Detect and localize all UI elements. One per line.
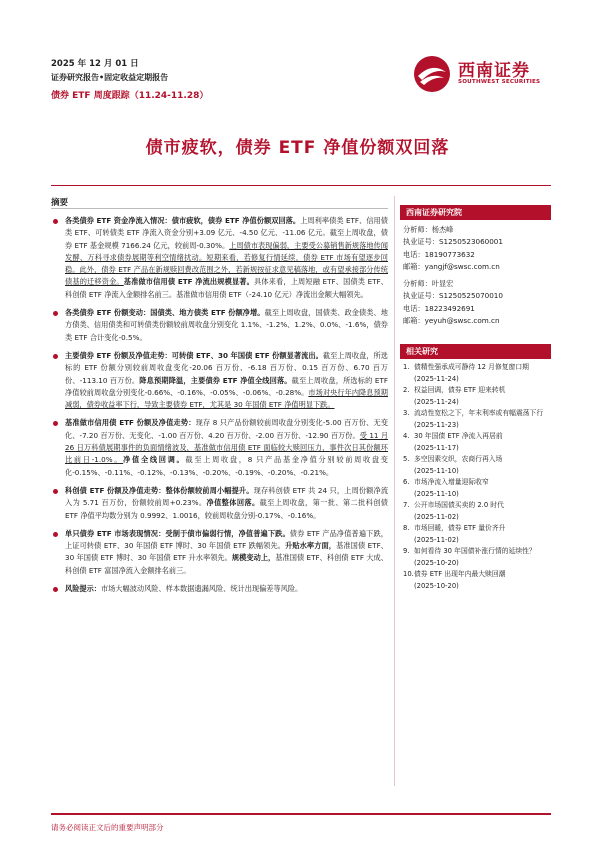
related-research-item[interactable] [403,362,551,385]
item-date: (2025-11-02) [414,535,459,544]
company-logo [412,52,562,98]
item-lead-2: 净值全线回调。 [123,455,186,465]
related-research-item[interactable] [403,500,551,523]
item-date: (2025-11-24) [414,374,459,383]
analyst-phone: 电话：18190773632 [403,249,475,259]
bullet-icon [53,354,58,359]
column-divider [394,196,395,786]
report-type: 证券研究报告•固定收益定期报告 [51,73,169,82]
logo-name-en: SOUTHWEST SECURITIES [458,79,541,85]
item-lead: 科创债 ETF 份额及净值走势：整体份额较前周小幅提升。 [65,485,254,495]
item-lead: 主要债券 ETF 份额及净值走势：可转债 ETF、30 年国债 ETF 份额显著流出。 [65,350,323,360]
bullet-icon [53,421,58,426]
abstract-divider [51,208,388,209]
item-date: (2025-11-23) [414,420,459,429]
analyst-email[interactable]: 邮箱：yangjf@swsc.com.cn [403,261,500,271]
abstract-item [51,350,388,411]
related-research-item[interactable] [403,454,551,477]
analyst-cert: 执业证号：S1250523060001 [403,237,503,247]
item-title: 多空因素交织，农商行再入场 [414,455,503,463]
item-text-2: 基准国债 ETF、30 年国债 ETF 博时、30 年国债 ETF 升水率领先。 [65,541,388,563]
item-title: 市场净流入增量迎际收窄 [414,478,489,486]
item-number: 8. [403,524,410,532]
item-lead-3: 规模变动上， [231,553,276,563]
footer-divider [51,813,551,815]
item-text: 截至上周收盘，所选标的 ETF 份额分别较前周收盘变化-20.06 百万份、-6.18 百万份、0.15 百万份、6.70 百万份、-113.10 百万份。 [65,350,388,385]
bullet-icon [53,489,58,494]
analyst-email[interactable]: 邮箱：yeyuh@swsc.com.cn [403,315,500,325]
report-date: 2025 年 12 月 01 日 [51,59,139,69]
abstract-body [51,215,388,601]
analyst-phone: 电话：18223492691 [403,303,475,313]
related-research-item[interactable] [403,523,551,546]
analyst-cert: 执业证号：S1250525070010 [403,291,503,301]
item-title: 流动性宽松之下，年末利率或有幅震荡下行 [414,409,544,417]
item-title: 权益回调，债券 ETF 迎来转机 [414,386,506,394]
item-date: (2025-11-24) [414,397,459,406]
bullet-icon [53,532,58,537]
related-research-list [403,362,551,592]
item-title: 债券 ETF 出现年内最大赎回潮 [414,570,506,578]
related-research-item[interactable] [403,431,551,454]
item-lead-2: 基准做市信用债 ETF 净流出规模显著。 [123,277,254,287]
related-research-item[interactable] [403,546,551,569]
item-lead: 各类债券 ETF 资金净流入情况：债市疲软，债券 ETF 净值份额双回落。 [65,216,301,225]
item-date: (2025-11-17) [414,443,459,452]
abstract-label: 摘要 [51,198,69,208]
analyst-card [403,278,503,327]
item-date: (2025-11-10) [414,466,459,475]
item-title: 公开市场国债买卖的 2.0 时代 [414,501,504,509]
item-lead-2: 降息预期降温，主要债券 ETF 净值全线回落。 [139,375,292,385]
item-number: 6. [403,478,410,486]
item-text: 债券 ETF 产品净值普遍下跌，上证可转债 ETF、30 年国债 ETF 博时、30 年国债 ETF 跌幅领先。 [65,528,388,551]
item-text-2: 截至上周收盘，所选标的 ETF 净值较前周收盘分别变化-0.66%、-0.16%、-0.05%、-0.06%、-0.28%。 [65,375,388,397]
item-underlined: 受 11 月 26 日万科债展期事件的负面情绪波及，基准做市信用债 ETF 面临较大赎回压力， [65,430,389,453]
item-number: 3. [403,409,410,417]
item-number: 1. [403,363,410,371]
item-number: 5. [403,455,410,463]
analyst-card [403,224,503,273]
abstract-item [51,307,388,344]
item-underlined-2: 事件次日其份额环比前日-1.0%。 [65,443,388,465]
item-text: 现存 8 只产品份额较前周收盘分别变化-5.00 百万份、无变化、-7.20 百万份、无变化、-1.00 百万份、4.20 百万份、-2.00 百万份、-12.90 百万份。 [65,418,389,440]
item-text-2: 具体来看，上周短融 ETF、国债类 ETF、科创债 ETF 净流入金额排名前三。基准做市信用债 ETF（-24.10 亿元）净流出金额大幅领先。 [65,277,388,299]
related-research-item[interactable] [403,477,551,500]
item-number: 10. [403,570,414,578]
bullet-icon [53,311,58,316]
bullet-icon [53,219,58,224]
related-research-item[interactable] [403,569,551,592]
item-text: 市场大幅波动风险、样本数据遗漏风险、统计出现偏差等风险。 [100,584,303,594]
item-lead-2: 净值整体回落。 [206,498,260,508]
item-lead: 单只债券 ETF 市场表现情况：受制于债市偏弱行情，净值普遍下跌。 [65,528,290,538]
item-number: 7. [403,501,410,509]
analyst-name: 分析师：叶显宏 [403,279,454,288]
item-text-3: 基准国债 ETF、科创债 ETF 大成、科创债 ETF 富国净流入金额排名前三。 [65,553,388,575]
related-research-item[interactable] [403,385,551,408]
institute-header: 西南证券研究院 [400,205,551,220]
footer-disclaimer: 请务必阅读正文后的重要声明部分 [51,823,164,832]
item-date: (2025-11-02) [414,512,459,521]
item-lead: 风险提示： [65,584,101,594]
item-number: 2. [403,386,410,394]
analyst-name: 分析师：杨杰峰 [403,225,454,234]
abstract-item [51,485,388,522]
item-lead-2: 升贴水率方面， [285,541,337,551]
item-lead: 基准做市信用债 ETF 份额及净值走势： [65,418,196,428]
item-number: 9. [403,547,410,555]
logo-name-cn: 西南证券 [458,61,530,81]
item-date: (2025-10-20) [414,558,459,567]
item-title: 如何看待 30 年国债补涨行情的延续性？ [414,547,536,555]
abstract-item [51,528,388,577]
item-title: 债精性强承成可静待 12 月修复窗口期 [414,363,529,371]
item-date: (2025-11-10) [414,489,459,498]
report-title: 债市疲软，债券 ETF 净值份额双回落 [145,138,450,158]
item-text: 截至上周收盘，国债类、政金债类、地方债类、信用债类和可转债类份额较前周收盘分别变化 1.1%、-1.2%、1.2%、0.0%、-1.6%，债券类 ETF 合计变化-0.5%。 [65,308,388,342]
item-title: 市场回暖，债券 ETF 量价齐升 [414,524,506,532]
related-research-header: 相关研究 [400,344,551,359]
item-number: 4. [403,432,410,440]
item-date: (2025-10-20) [414,581,459,590]
item-text-2: 截至上周收盘，8 只产品基金净值分别较前周收盘变化-0.15%、-0.11%、-0.12%、-0.13%、-0.20%、-0.19%、-0.20%、-0.21%。 [65,455,388,477]
logo-mark-icon [412,54,452,94]
item-underlined: 上周债市表现偏弱，主要受公募销售新规落地传闻发酵、万科寻求债券展期等利空情绪扰动。短期来看，若修复行情延续，债券 ETF 市场有望逐步回稳。此外，债券 ETF 产品在新规赎回费改范围之外，若新规按征求意见稿落地，或有望承接部分传统债基的迁移资金。 [65,240,388,287]
item-underlined: 市场对央行年内降息预期减弱，债券收益率下行，导致主要债券 ETF，尤其是 30 年国债 ETF 净值明显下跌。 [65,387,388,410]
item-text: 上周利率债类 ETF、信用债类 ETF、可转债类 ETF 净流入资金分别+3.09 亿元、-4.50 亿元、-11.06 亿元。截至上周收盘，债券 ETF 基金规模 7166.24 亿元，较前周-0.30%。 [65,216,388,250]
item-title: 30 年国债 ETF 净流入再居前 [414,432,503,440]
abstract-item [51,215,388,301]
report-series: 债券 ETF 周度跟踪（11.24-11.28） [51,91,209,101]
item-text-2: 截至上周收盘，第一批、第二批科创债 ETF 净值平均数分别为 0.9992、1.0016，较前周收盘分别-0.17%、-0.16%。 [65,498,388,520]
related-research-item[interactable] [403,408,551,431]
item-text: 现存科创债 ETF 共 24 只，上周份额净流入为 5.71 百万份，份额较前周+0.23%。 [65,485,389,508]
title-divider [51,185,551,186]
bullet-icon [53,587,58,592]
abstract-item [51,583,388,595]
abstract-item [51,417,388,478]
item-lead: 各类债券 ETF 份额变动：国债类、地方债类 ETF 份额净增。 [65,308,265,318]
